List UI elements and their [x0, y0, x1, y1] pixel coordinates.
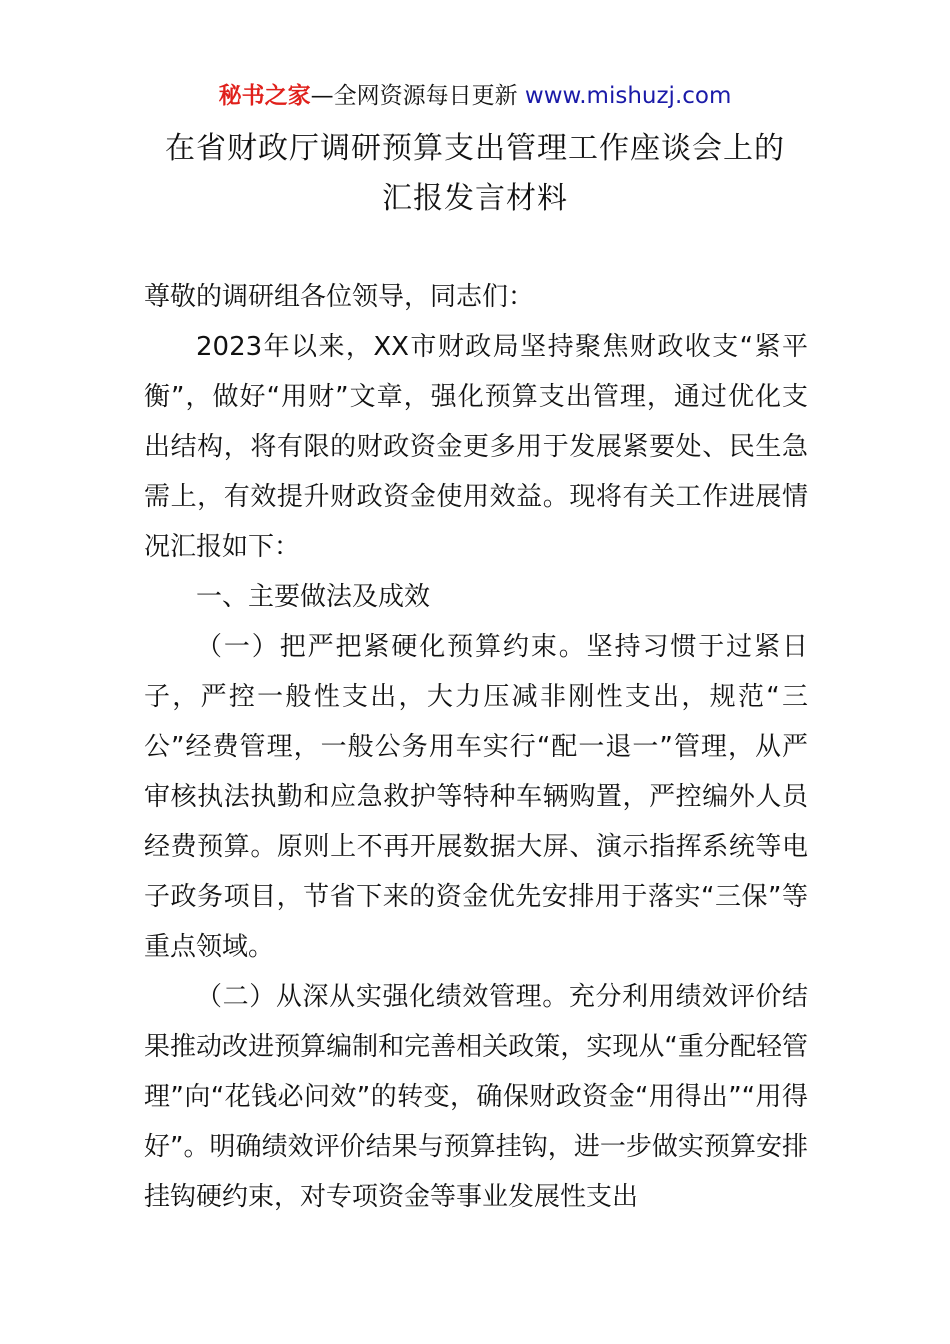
document-title-line-2: 汇报发言材料 [382, 181, 568, 216]
site-url-link[interactable]: www.mishuzj.com [524, 83, 732, 109]
site-header [0, 80, 950, 112]
section-heading: 一、主要做法及成效 [196, 582, 431, 612]
salutation: 尊敬的调研组各位领导，同志们： [144, 282, 535, 312]
intro-paragraph: 2023年以来，XX市财政局坚持聚焦财政收支“紧平衡”，做好“用财”文章，强化预算支出管理，通过优化支出结构，将有限的财政资金更多用于发展紧要处、民生急需上，有效提升财政资金使用效益。现将有关工作进展情况汇报如下： [144, 332, 808, 562]
document-body [144, 272, 808, 1222]
subsection-paragraph-1: （一）把严把紧硬化预算约束。坚持习惯于过紧日子，严控一般性支出，大力压减非刚性支出，规范“三公”经费管理，一般公务用车实行“配一退一”管理，从严审核执法执勤和应急救护等特种车辆购置，严控编外人员经费预算。原则上不再开展数据大屏、演示指挥系统等电子政务项目，节省下来的资金优先安排用于落实“三保”等重点领域。 [144, 632, 808, 962]
site-brand-name: 秘书之家 [218, 83, 311, 109]
site-tagline: —全网资源每日更新 [310, 83, 518, 109]
document-title [0, 124, 950, 224]
subsection-paragraph-2: （二）从深从实强化绩效管理。充分利用绩效评价结果推动改进预算编制和完善相关政策，实现从“重分配轻管理”向“花钱必问效”的转变，确保财政资金“用得出”“用得好”。明确绩效评价结果与预算挂钩，进一步做实预算安排挂钩硬约束，对专项资金等事业发展性支出 [144, 982, 808, 1212]
document-title-line-1: 在省财政厅调研预算支出管理工作座谈会上的 [165, 131, 785, 166]
